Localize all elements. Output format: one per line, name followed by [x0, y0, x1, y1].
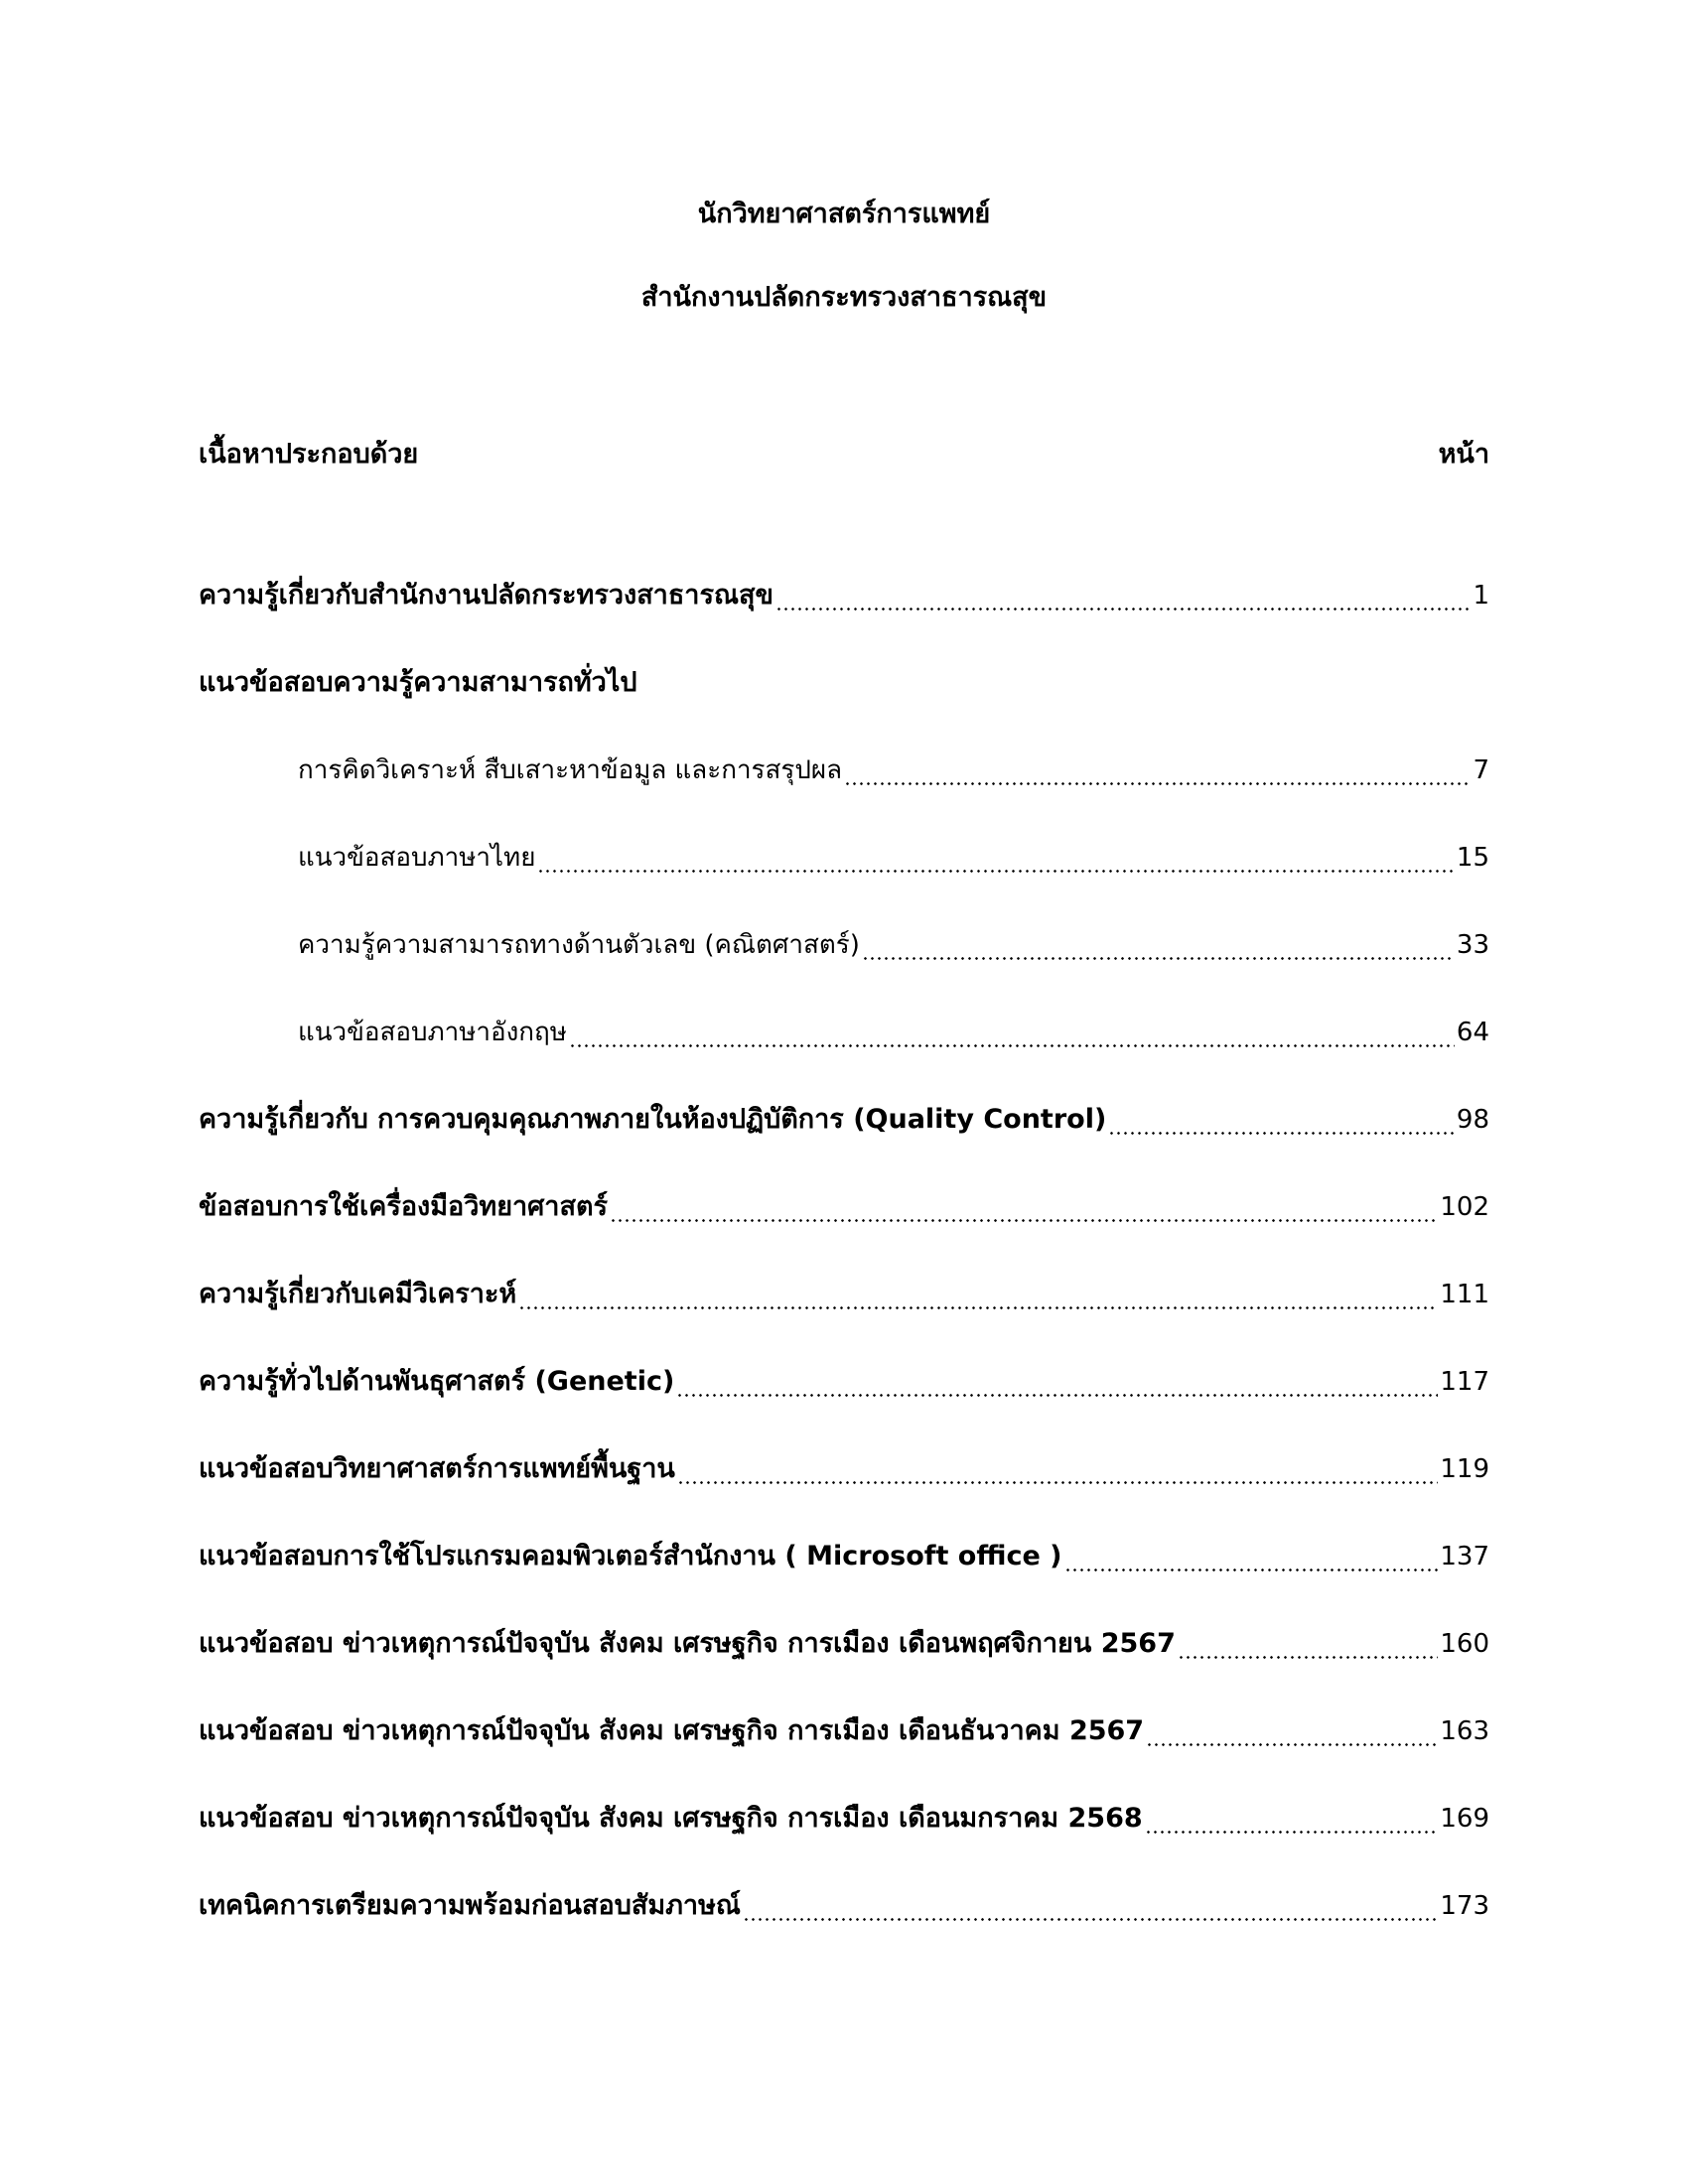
toc-entry-text: แนวข้อสอบ ข่าวเหตุการณ์ปัจจุบัน สังคม เศรษฐกิจ การเมือง เดือนมกราคม 2568 — [199, 1803, 1143, 1834]
toc-entry — [199, 1711, 1489, 1799]
dot-leader — [518, 1275, 1438, 1314]
toc-entry-page: 119 — [1440, 1454, 1489, 1484]
toc-entry-page: 64 — [1456, 1018, 1489, 1047]
toc-subentry — [199, 1013, 1489, 1100]
toc-entry — [199, 576, 1489, 663]
toc-entry-text: แนวข้อสอบการใช้โปรแกรมคอมพิวเตอร์สำนักงาน ( Microsoft office ) — [199, 1541, 1062, 1571]
toc-header-page-label: หน้า — [1438, 439, 1489, 470]
dot-leader — [677, 1449, 1438, 1489]
toc-entry-page: 163 — [1440, 1716, 1489, 1746]
toc-entry-text: แนวข้อสอบ ข่าวเหตุการณ์ปัจจุบัน สังคม เศรษฐกิจ การเมือง เดือนพฤศจิกายน 2567 — [199, 1628, 1176, 1659]
dot-leader — [775, 576, 1471, 615]
toc-entry — [199, 1624, 1489, 1711]
title-block — [0, 195, 1688, 318]
dot-leader — [676, 1362, 1438, 1402]
toc-entry-text: การคิดวิเคราะห์ สืบเสาะหาข้อมูล และการสรุปผล — [298, 755, 843, 785]
toc-entry-text: แนวข้อสอบภาษาอังกฤษ — [298, 1018, 567, 1047]
dot-leader — [610, 1187, 1438, 1227]
toc-subentry — [199, 925, 1489, 1013]
toc-entry-text: แนวข้อสอบภาษาไทย — [298, 843, 536, 873]
dot-leader — [569, 1013, 1455, 1052]
toc-entry-page: 111 — [1440, 1280, 1489, 1309]
dot-leader — [743, 1886, 1438, 1926]
toc-subentry — [199, 751, 1489, 838]
toc-entry-text: แนวข้อสอบวิทยาศาสตร์การแพทย์พื้นฐาน — [199, 1453, 675, 1484]
dot-leader — [844, 751, 1471, 790]
dot-leader — [1108, 1100, 1455, 1140]
toc-entry-text: แนวข้อสอบความรู้ความสามารถทั่วไป — [199, 667, 637, 698]
toc-entry-text: ความรู้เกี่ยวกับ การควบคุมคุณภาพภายในห้องปฏิบัติการ (Quality Control) — [199, 1104, 1107, 1135]
dot-leader — [1146, 1711, 1438, 1751]
toc-header-contents-label: เนื้อหาประกอบด้วย — [199, 439, 419, 470]
toc-subentry — [199, 838, 1489, 925]
toc-entry-text: ความรู้ความสามารถทางด้านตัวเลข (คณิตศาสตร์) — [298, 930, 860, 960]
toc-entry-text: เทคนิคการเตรียมความพร้อมก่อนสอบสัมภาษณ์ — [199, 1890, 741, 1921]
toc-entry-text: แนวข้อสอบ ข่าวเหตุการณ์ปัจจุบัน สังคม เศรษฐกิจ การเมือง เดือนธันวาคม 2567 — [199, 1715, 1145, 1746]
toc-entry-text: ความรู้เกี่ยวกับสำนักงานปลัดกระทรวงสาธารณสุข — [199, 580, 774, 611]
toc-entry-page: 15 — [1456, 843, 1489, 873]
toc-entry — [199, 1537, 1489, 1624]
toc-entry-page: 102 — [1440, 1192, 1489, 1222]
dot-leader — [862, 925, 1455, 965]
toc-entry-page: 169 — [1440, 1804, 1489, 1834]
toc-entry-page: 137 — [1440, 1542, 1489, 1571]
toc-entry-page: 173 — [1440, 1891, 1489, 1921]
toc-entry — [199, 1275, 1489, 1362]
toc-entry-page: 33 — [1456, 930, 1489, 960]
toc-entry — [199, 1886, 1489, 1974]
dot-leader — [1178, 1624, 1438, 1664]
toc-entry-text: ข้อสอบการใช้เครื่องมือวิทยาศาสตร์ — [199, 1191, 608, 1222]
dot-leader — [1145, 1799, 1439, 1839]
dot-leader — [537, 838, 1454, 878]
toc-entry-page: 117 — [1440, 1367, 1489, 1397]
document-subtitle: สำนักงานปลัดกระทรวงสาธารณสุข — [640, 282, 1048, 313]
toc-entry-text: ความรู้ทั่วไปด้านพันธุศาสตร์ (Genetic) — [199, 1366, 675, 1397]
toc-entry-page: 98 — [1456, 1105, 1489, 1135]
toc-entry-page: 7 — [1473, 755, 1489, 785]
toc-entry-page: 1 — [1473, 581, 1489, 611]
toc-entry-page: 160 — [1440, 1629, 1489, 1659]
document-title: นักวิทยาศาสตร์การแพทย์ — [697, 199, 991, 229]
toc-entry — [199, 1362, 1489, 1449]
table-of-contents — [199, 576, 1489, 1974]
toc-entry — [199, 1799, 1489, 1886]
toc-entry — [199, 1449, 1489, 1537]
dot-leader — [1064, 1537, 1439, 1576]
toc-entry-text: ความรู้เกี่ยวกับเคมีวิเคราะห์ — [199, 1279, 517, 1309]
toc-header — [199, 435, 1489, 475]
toc-entry — [199, 1100, 1489, 1187]
toc-section-heading — [199, 663, 1489, 751]
toc-entry — [199, 1187, 1489, 1275]
